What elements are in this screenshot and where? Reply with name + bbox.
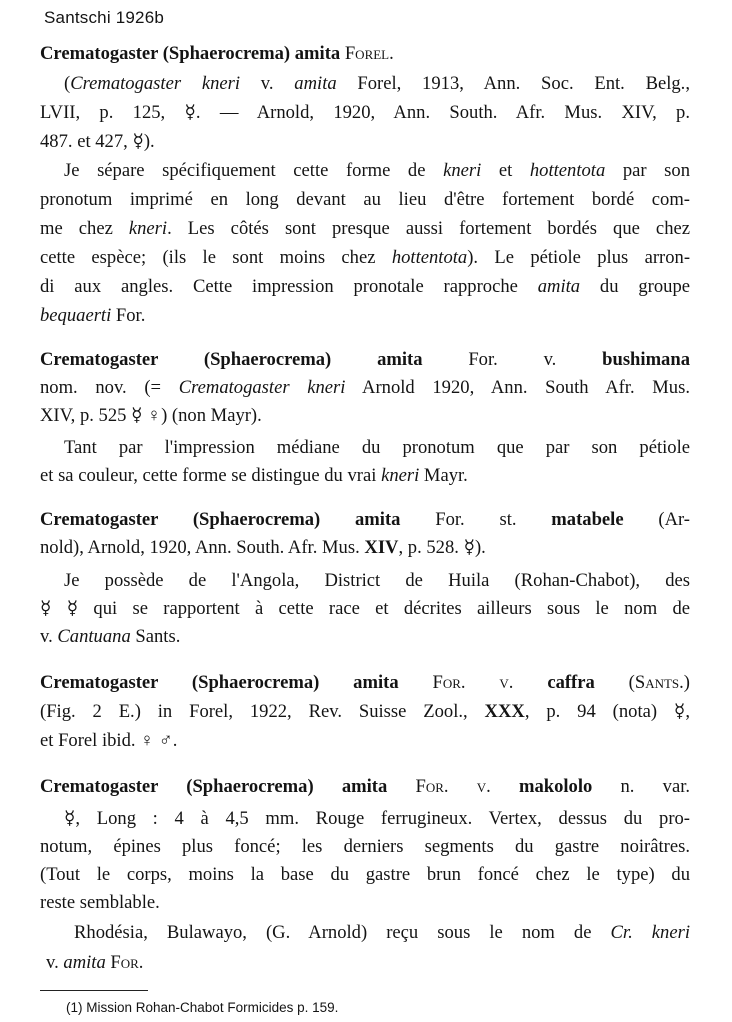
text-line: Tant par l'impression médiane du pronotum que par son pétiole xyxy=(64,437,690,458)
text-line: v. Cantuana Sants. xyxy=(40,626,181,647)
section-heading-amita: Crematogaster (Sphaerocrema) amita Forel. xyxy=(40,43,394,64)
text-line: Je possède de l'Angola, District de Huila (Rohan-Chabot), des xyxy=(64,570,690,591)
text-line: et sa couleur, cette forme se distingue du vrai kneri Mayr. xyxy=(40,465,468,486)
text-line: reste semblable. xyxy=(40,892,160,913)
text-line: v. amita For. xyxy=(46,952,144,973)
text-line: (Fig. 2 E.) in Forel, 1922, Rev. Suisse Zool., XXX, p. 94 (nota) ☿, xyxy=(40,701,690,722)
text-line: ☿ ☿ qui se rapportent à cette race et décrites ailleurs sous le nom de xyxy=(40,598,690,619)
text-line: (Crematogaster kneri v. amita Forel, 1913, Ann. Soc. Ent. Belg., xyxy=(64,73,690,94)
text-line: 487. et 427, ☿). xyxy=(40,131,155,152)
text-line: bequaerti For. xyxy=(40,305,146,326)
section-heading-bushimana: Crematogaster (Sphaerocrema) amita For. v. bushimana xyxy=(40,349,690,370)
section-heading-makololo: Crematogaster (Sphaerocrema) amita For. v. makololo n. var. xyxy=(40,776,691,797)
text-line: et Forel ibid. ♀ ♂. xyxy=(40,730,178,751)
text-line: Je sépare spécifiquement cette forme de kneri et hottentota par son xyxy=(64,160,690,181)
text-line: notum, épines plus foncé; les derniers segments du gastre noirâtres. xyxy=(40,836,690,857)
text-line: pronotum imprimé en long devant au lieu d'être fortement bordé com- xyxy=(40,189,690,210)
text-line: nold), Arnold, 1920, Ann. South. Afr. Mus. XIV, p. 528. ☿). xyxy=(40,537,486,558)
text-line: cette espèce; (ils le sont moins chez hottentota). Le pétiole plus arron- xyxy=(40,247,691,268)
text-line: Rhodésia, Bulawayo, (G. Arnold) reçu sous le nom de Cr. kneri xyxy=(74,922,691,943)
section-heading-matabele: Crematogaster (Sphaerocrema) amita For. st. matabele (Ar- xyxy=(40,509,691,530)
page-reference-label: Santschi 1926b xyxy=(44,8,164,27)
text-line: nom. nov. (= Crematogaster kneri Arnold 1920, Ann. South Afr. Mus. xyxy=(40,377,690,398)
footnote: (1) Mission Rohan-Chabot Formicides p. 159. xyxy=(66,1000,339,1015)
section-heading-caffra: Crematogaster (Sphaerocrema) amita For. v. caffra (Sants.) xyxy=(40,672,690,693)
footnote-rule xyxy=(40,990,148,991)
text-line: ☿, Long : 4 à 4,5 mm. Rouge ferrugineux. Vertex, dessus du pro- xyxy=(64,808,690,829)
text-line: me chez kneri. Les côtés sont presque aussi fortement bordés que chez xyxy=(40,218,690,239)
text-line: di aux angles. Cette impression pronotale rapproche amita du groupe xyxy=(40,276,690,297)
text-line: (Tout le corps, moins la base du gastre brun foncé chez le type) du xyxy=(40,864,690,885)
text-line: LVII, p. 125, ☿. — Arnold, 1920, Ann. South. Afr. Mus. XIV, p. xyxy=(40,102,690,123)
text-line: XIV, p. 525 ☿ ♀) (non Mayr). xyxy=(40,405,262,426)
